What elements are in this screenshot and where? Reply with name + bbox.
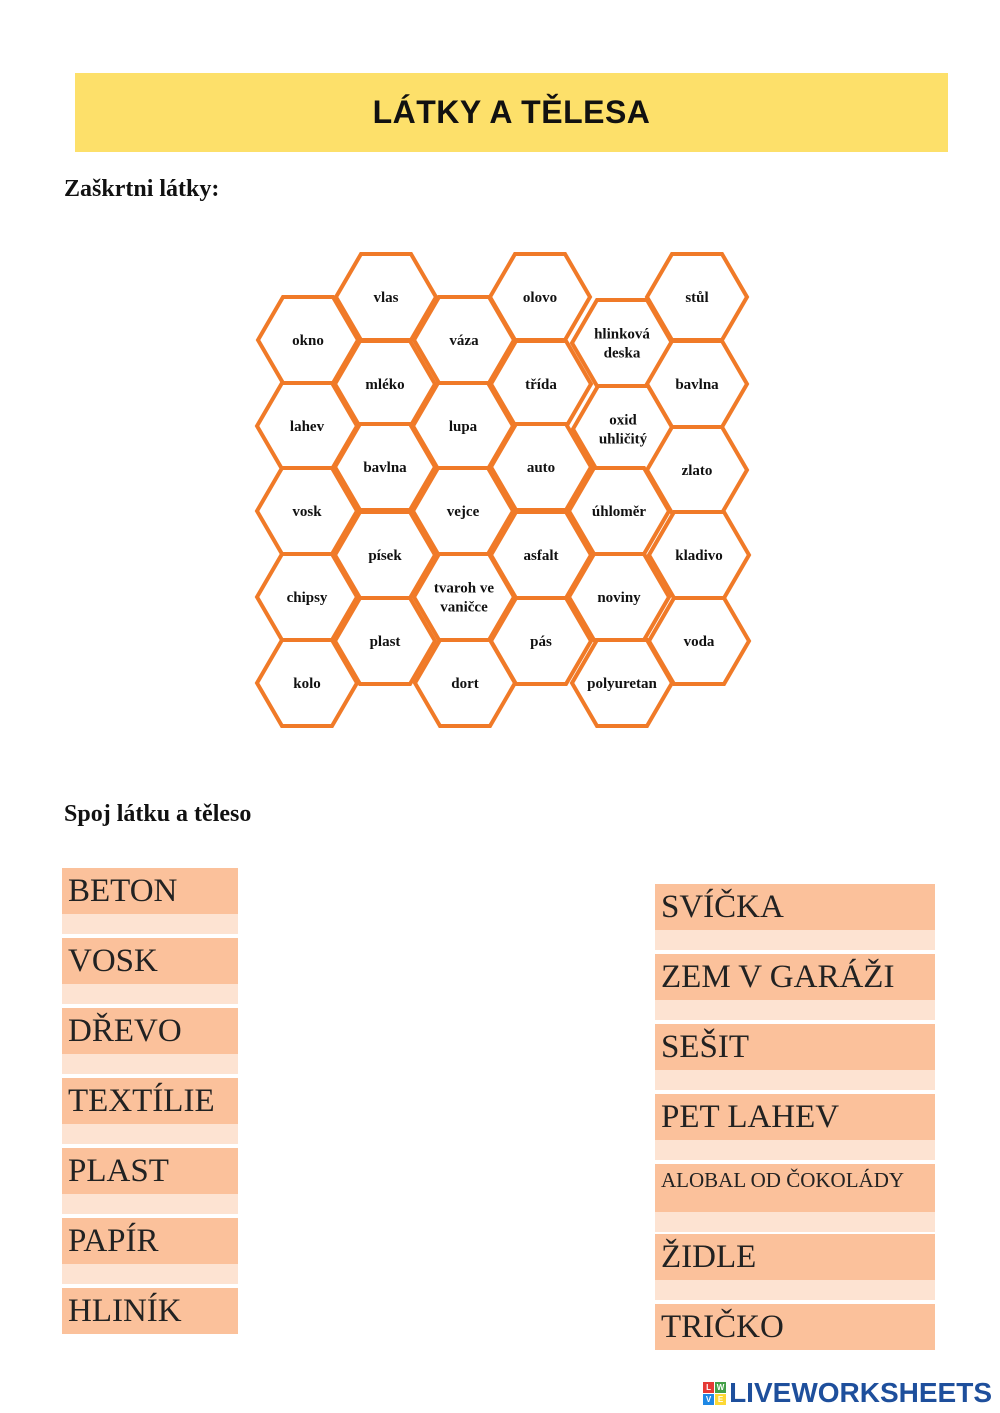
hex-label: vlas <box>373 290 399 306</box>
hex-label: třída <box>525 377 557 393</box>
box-divider <box>62 984 238 1004</box>
object-match-label: ZEM V GARÁŽI <box>661 958 895 995</box>
box-divider <box>655 1212 935 1232</box>
hex-label: plast <box>369 634 401 650</box>
section1-heading: Zaškrtni látky: <box>64 176 220 202</box>
object-match-label: SVÍČKA <box>661 888 784 925</box>
hex-label: vaničce <box>440 599 488 616</box>
substance-match-box[interactable] <box>62 1218 238 1264</box>
box-divider <box>655 930 935 950</box>
hex-label: stůl <box>685 290 709 306</box>
object-match-label: TRIČKO <box>661 1308 784 1345</box>
hex-label: kolo <box>293 676 321 692</box>
hex-label: úhloměr <box>591 504 647 520</box>
page-title: LÁTKY A TĚLESA <box>372 94 651 130</box>
hex-label: vosk <box>292 504 322 520</box>
hex-label: deska <box>603 345 641 362</box>
box-divider <box>62 1054 238 1074</box>
substance-match-label: HLINÍK <box>68 1292 182 1329</box>
hex-label: olovo <box>522 290 558 306</box>
object-match-box[interactable] <box>655 1094 935 1140</box>
hex-label: polyuretan <box>587 676 657 692</box>
substance-match-box[interactable] <box>62 1078 238 1124</box>
hex-label: voda <box>683 634 715 650</box>
hex-label: písek <box>368 548 402 564</box>
substance-match-box[interactable] <box>62 938 238 984</box>
object-match-box[interactable] <box>655 884 935 930</box>
hex-label: dort <box>451 676 479 692</box>
hex-label: váza <box>449 333 479 349</box>
substance-match-label: PLAST <box>68 1152 169 1189</box>
box-divider <box>655 1000 935 1020</box>
substance-match-label: BETON <box>68 872 178 909</box>
object-match-label: ALOBAL OD ČOKOLÁDY <box>661 1168 905 1192</box>
hex-label: bavlna <box>363 460 407 476</box>
object-match-label: SEŠIT <box>661 1028 750 1065</box>
hex-label: kladivo <box>675 548 723 564</box>
substance-match-label: TEXTÍLIE <box>68 1082 215 1119</box>
object-match-box[interactable] <box>655 1234 935 1280</box>
box-divider <box>655 1070 935 1090</box>
hex-label: noviny <box>597 590 641 606</box>
box-divider <box>62 1124 238 1144</box>
substance-match-box[interactable] <box>62 868 238 914</box>
substance-match-label: DŘEVO <box>68 1012 182 1049</box>
logo-badge-icon: L W V E <box>703 1382 726 1405</box>
substance-match-box[interactable] <box>62 1008 238 1054</box>
substance-match-box[interactable] <box>62 1288 238 1334</box>
substance-match-label: VOSK <box>68 942 158 979</box>
hex-label: hlinková <box>594 326 650 343</box>
object-match-label: ŽIDLE <box>661 1238 757 1275</box>
hex-label: zlato <box>681 463 713 479</box>
object-match-box[interactable] <box>655 1304 935 1350</box>
object-match-box[interactable] <box>655 954 935 1000</box>
box-divider <box>655 1140 935 1160</box>
hex-label: tvaroh ve <box>433 580 495 597</box>
hex-label: mléko <box>365 377 405 393</box>
substance-match-box[interactable] <box>62 1148 238 1194</box>
liveworksheets-logo <box>703 1377 992 1409</box>
logo-text: LIVEWORKSHEETS <box>729 1377 992 1408</box>
hex-label: uhličitý <box>598 431 648 448</box>
hex-label: auto <box>526 460 556 476</box>
hex-label: okno <box>292 333 324 349</box>
hex-label: vejce <box>446 504 480 520</box>
box-divider <box>62 1264 238 1284</box>
hex-label: bavlna <box>675 377 719 393</box>
object-match-box[interactable] <box>655 1164 935 1212</box>
hex-label: asfalt <box>523 548 559 564</box>
object-match-box[interactable] <box>655 1024 935 1070</box>
hex-label: oxid <box>609 412 637 429</box>
box-divider <box>62 914 238 934</box>
hex-label: pás <box>530 634 552 650</box>
hex-label: lupa <box>448 419 478 435</box>
object-match-label: PET LAHEV <box>661 1098 840 1135</box>
box-divider <box>62 1194 238 1214</box>
section2-heading: Spoj látku a těleso <box>64 801 252 827</box>
box-divider <box>655 1280 935 1300</box>
hex-label: lahev <box>289 419 325 435</box>
substance-match-label: PAPÍR <box>68 1222 159 1259</box>
hex-label: chipsy <box>286 590 328 606</box>
